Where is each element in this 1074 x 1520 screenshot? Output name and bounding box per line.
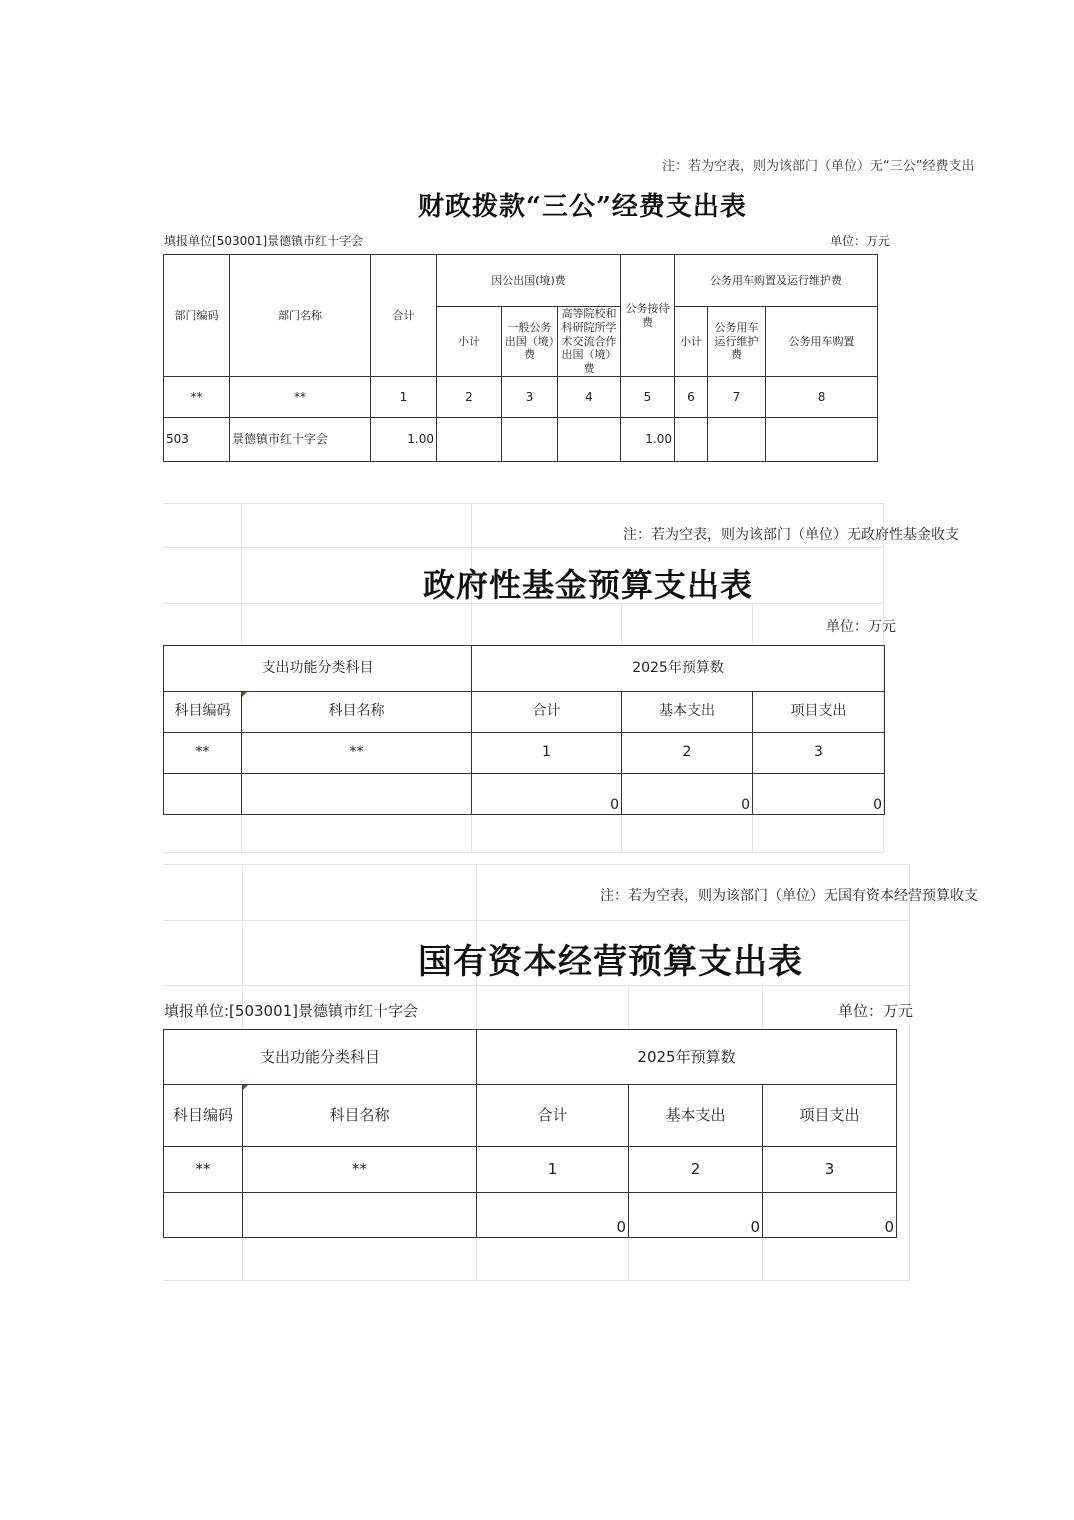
header-abroad-subtotal: 小计 <box>437 307 502 377</box>
index-cell: 1 <box>371 377 437 418</box>
total-cell: 1.00 <box>371 418 437 462</box>
section2-title: 政府性基金预算支出表 <box>423 566 754 604</box>
header-dept-code: 部门编码 <box>164 255 230 377</box>
table-row <box>164 418 878 462</box>
header-total: 合计 <box>477 1085 629 1147</box>
header-subject-name: 科目名称 <box>242 692 472 733</box>
header-abroad-univ: 高等院校和科研院所学术交流合作出国（境）费 <box>558 307 621 377</box>
three-public-expense-table <box>163 254 878 462</box>
index-cell: 2 <box>622 733 753 774</box>
header-vehicle-run: 公务用车运行维护费 <box>708 307 766 377</box>
table-row <box>164 774 885 815</box>
header-abroad-group: 因公出国(境)费 <box>437 255 621 307</box>
dept-code-cell: 503 <box>164 418 230 462</box>
group-budget-2025: 2025年预算数 <box>472 646 885 692</box>
project-expense-cell: 0 <box>753 774 885 815</box>
section1-title: 财政拨款“三公”经费支出表 <box>418 192 747 222</box>
header-subject-code: 科目编码 <box>164 692 242 733</box>
section2-note: 注：若为空表，则为该部门（单位）无政府性基金收支 <box>623 527 959 543</box>
index-cell: 2 <box>629 1147 763 1193</box>
index-cell: ** <box>164 377 230 418</box>
header-subject-code: 科目编码 <box>164 1085 243 1147</box>
subject-name-cell <box>242 774 472 815</box>
section3-filler: 填报单位:[503001]景德镇市红十字会 <box>164 1002 419 1020</box>
table-row <box>164 1193 897 1238</box>
index-row <box>164 1147 897 1193</box>
abroad-subtotal-cell <box>437 418 502 462</box>
group-budget-2025: 2025年预算数 <box>477 1030 897 1085</box>
header-vehicle-buy: 公务用车购置 <box>766 307 878 377</box>
subject-code-cell <box>164 774 242 815</box>
total-cell: 0 <box>477 1193 629 1238</box>
vehicle-subtotal-cell <box>675 418 708 462</box>
total-cell: 0 <box>472 774 622 815</box>
subject-code-cell <box>164 1193 243 1238</box>
header-basic-expense: 基本支出 <box>622 692 753 733</box>
header-vehicle-group: 公务用车购置及运行维护费 <box>675 255 878 307</box>
index-cell: 7 <box>708 377 766 418</box>
section3-unit: 单位：万元 <box>838 1002 914 1020</box>
abroad-univ-cell <box>558 418 621 462</box>
index-cell: ** <box>164 1147 243 1193</box>
group-functional-class: 支出功能分类科目 <box>164 646 472 692</box>
gov-fund-budget-table <box>163 645 885 815</box>
index-cell: 3 <box>502 377 558 418</box>
header-total: 合计 <box>371 255 437 377</box>
index-cell: 2 <box>437 377 502 418</box>
header-abroad-general: 一般公务出国（境）费 <box>502 307 558 377</box>
state-capital-budget-table <box>163 1029 897 1238</box>
index-row <box>164 733 885 774</box>
index-cell: 1 <box>477 1147 629 1193</box>
basic-expense-cell: 0 <box>629 1193 763 1238</box>
vehicle-run-cell <box>708 418 766 462</box>
reception-cell: 1.00 <box>621 418 675 462</box>
subject-name-cell <box>243 1193 477 1238</box>
header-basic-expense: 基本支出 <box>629 1085 763 1147</box>
index-cell: 8 <box>766 377 878 418</box>
index-row <box>164 377 878 418</box>
index-cell: ** <box>243 1147 477 1193</box>
section1-unit: 单位：万元 <box>830 234 891 248</box>
index-cell: ** <box>242 733 472 774</box>
header-vehicle-subtotal: 小计 <box>675 307 708 377</box>
header-dept-name: 部门名称 <box>230 255 371 377</box>
header-project-expense: 项目支出 <box>763 1085 897 1147</box>
index-cell: 1 <box>472 733 622 774</box>
header-total: 合计 <box>472 692 622 733</box>
section1-filler: 填报单位[503001]景德镇市红十字会 <box>164 234 364 248</box>
vehicle-buy-cell <box>766 418 878 462</box>
section3-title: 国有资本经营预算支出表 <box>418 942 803 982</box>
group-functional-class: 支出功能分类科目 <box>164 1030 477 1085</box>
section1-note: 注：若为空表，则为该部门（单位）无“三公”经费支出 <box>662 159 975 174</box>
section2-unit: 单位：万元 <box>826 619 896 635</box>
index-cell: 3 <box>763 1147 897 1193</box>
section3-note: 注：若为空表，则为该部门（单位）无国有资本经营预算收支 <box>600 888 978 904</box>
cell-comment-marker <box>242 692 247 697</box>
header-subject-name: 科目名称 <box>243 1085 477 1147</box>
index-cell: 6 <box>675 377 708 418</box>
index-cell: 5 <box>621 377 675 418</box>
header-reception: 公务接待费 <box>621 255 675 377</box>
project-expense-cell: 0 <box>763 1193 897 1238</box>
index-cell: 4 <box>558 377 621 418</box>
cell-comment-marker <box>243 1085 248 1090</box>
header-project-expense: 项目支出 <box>753 692 885 733</box>
index-cell: ** <box>164 733 242 774</box>
abroad-general-cell <box>502 418 558 462</box>
index-cell: 3 <box>753 733 885 774</box>
dept-name-cell: 景德镇市红十字会 <box>230 418 371 462</box>
index-cell: ** <box>230 377 371 418</box>
basic-expense-cell: 0 <box>622 774 753 815</box>
